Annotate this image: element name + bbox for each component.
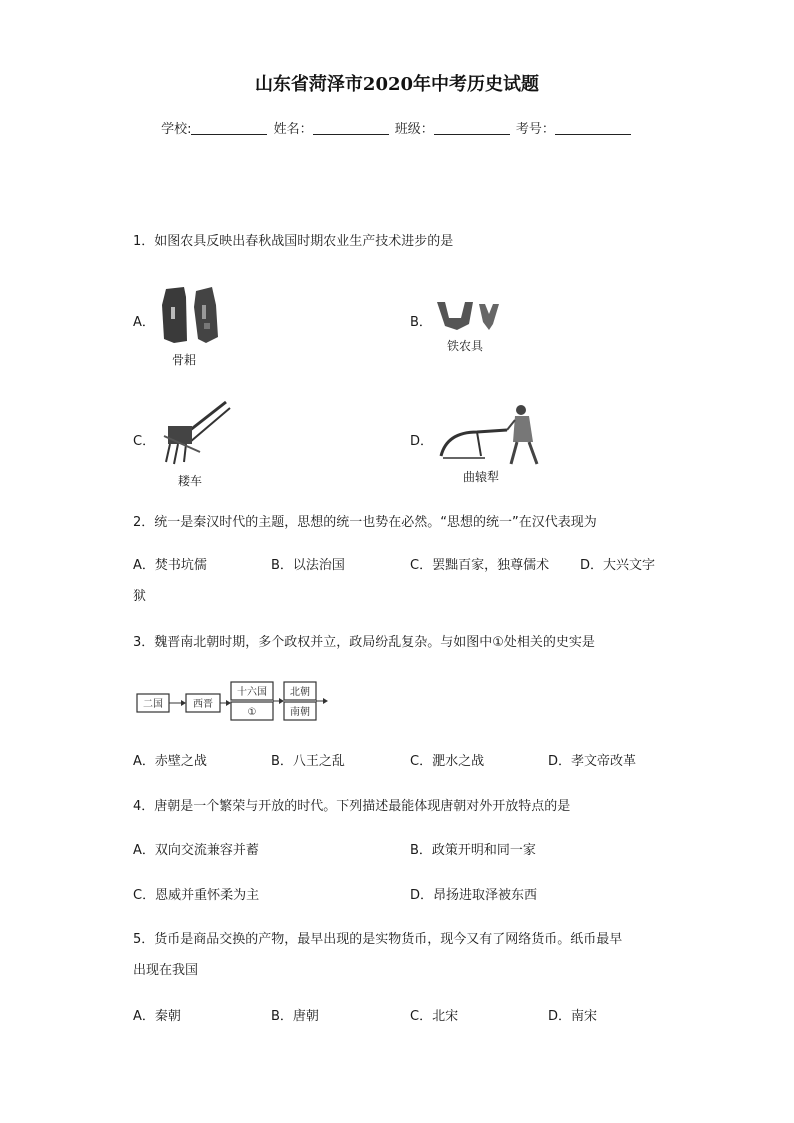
class-blank[interactable]	[434, 122, 510, 135]
q4-option-b[interactable]: B．政策开明和同一家	[410, 843, 536, 858]
box-shiliuguo-text: 十六国	[237, 687, 267, 698]
q2-option-a[interactable]: A．焚书坑儒	[133, 558, 207, 573]
dynasty-flow-diagram	[135, 680, 330, 722]
q3-option-c[interactable]: C．淝水之战	[410, 754, 485, 769]
q1-option-c-caption: 耧车	[178, 474, 203, 488]
name-blank[interactable]	[313, 122, 389, 135]
question-3-stem: 3．魏晋南北朝时期，多个政权并立，政局纷乱复杂。与如图中①处相关的史实是	[133, 635, 595, 650]
q1-option-b-caption: 铁农具	[447, 339, 484, 353]
q4-option-d[interactable]: D．昂扬进取泽被东西	[410, 888, 538, 903]
q3-option-b[interactable]: B．八王之乱	[271, 754, 345, 769]
q1-option-c-letter[interactable]: C．	[133, 434, 156, 449]
q1-option-a-letter[interactable]: A．	[133, 315, 155, 330]
q5-option-b[interactable]: B．唐朝	[271, 1009, 319, 1024]
bone-spade-image	[160, 285, 220, 347]
question-5-stem: 5．货币是商品交换的产物，最早出现的是实物货币，现今又有了网络货币。纸币最早	[133, 932, 623, 947]
q3-option-a[interactable]: A．赤壁之战	[133, 754, 207, 769]
student-info-line	[0, 118, 794, 137]
box-circled-one-text: ①	[247, 707, 257, 718]
class-label: 班级：	[394, 122, 434, 137]
box-beichao-text: 北朝	[290, 687, 310, 698]
q2-option-d[interactable]: D．大兴文字	[580, 558, 656, 573]
page-title: 山东省菏泽市2020年中考历史试题	[254, 74, 540, 95]
name-label: 姓名：	[273, 122, 313, 137]
q2-option-c[interactable]: C．罢黜百家，独尊儒术	[410, 558, 550, 573]
q5-option-d[interactable]: D．南宋	[548, 1009, 598, 1024]
q1-option-a-caption: 骨耜	[172, 353, 197, 367]
exam-number-label: 考号：	[515, 122, 555, 137]
question-1-stem: 1．如图农具反映出春秋战国时期农业生产技术进步的是	[133, 234, 454, 249]
q1-option-d-caption: 曲辕犁	[463, 470, 500, 484]
question-4-stem: 4．唐朝是一个繁荣与开放的时代。下列描述最能体现唐朝对外开放特点的是	[133, 799, 571, 814]
q5-option-c[interactable]: C．北宋	[410, 1009, 459, 1024]
question-2-stem: 2．统一是秦汉时代的主题，思想的统一也势在必然。“思想的统一”在汉代表现为	[133, 515, 597, 530]
q3-option-d[interactable]: D．孝文帝改革	[548, 754, 637, 769]
box-nanchao-text: 南朝	[290, 707, 310, 718]
q2-option-b[interactable]: B．以法治国	[271, 558, 345, 573]
seed-drill-image	[160, 398, 232, 466]
q4-option-c[interactable]: C．恩威并重怀柔为主	[133, 888, 260, 903]
school-blank[interactable]	[191, 122, 267, 135]
exam-number-blank[interactable]	[555, 122, 631, 135]
school-label: 学校:	[161, 122, 192, 137]
box-xijin-text: 西晋	[193, 699, 213, 710]
q1-option-d-letter[interactable]: D．	[410, 434, 434, 449]
q1-option-b-letter[interactable]: B．	[410, 315, 432, 330]
q4-option-a[interactable]: A．双向交流兼容并蓄	[133, 843, 259, 858]
curved-plough-image	[437, 402, 547, 466]
q2-option-d-wrap: 狱	[133, 589, 147, 604]
box-sanguo-text: 二国	[143, 699, 163, 710]
q5-option-a[interactable]: A．秦朝	[133, 1009, 181, 1024]
question-5-stem-wrap: 出现在我国	[133, 963, 199, 978]
iron-tools-image	[435, 298, 503, 332]
